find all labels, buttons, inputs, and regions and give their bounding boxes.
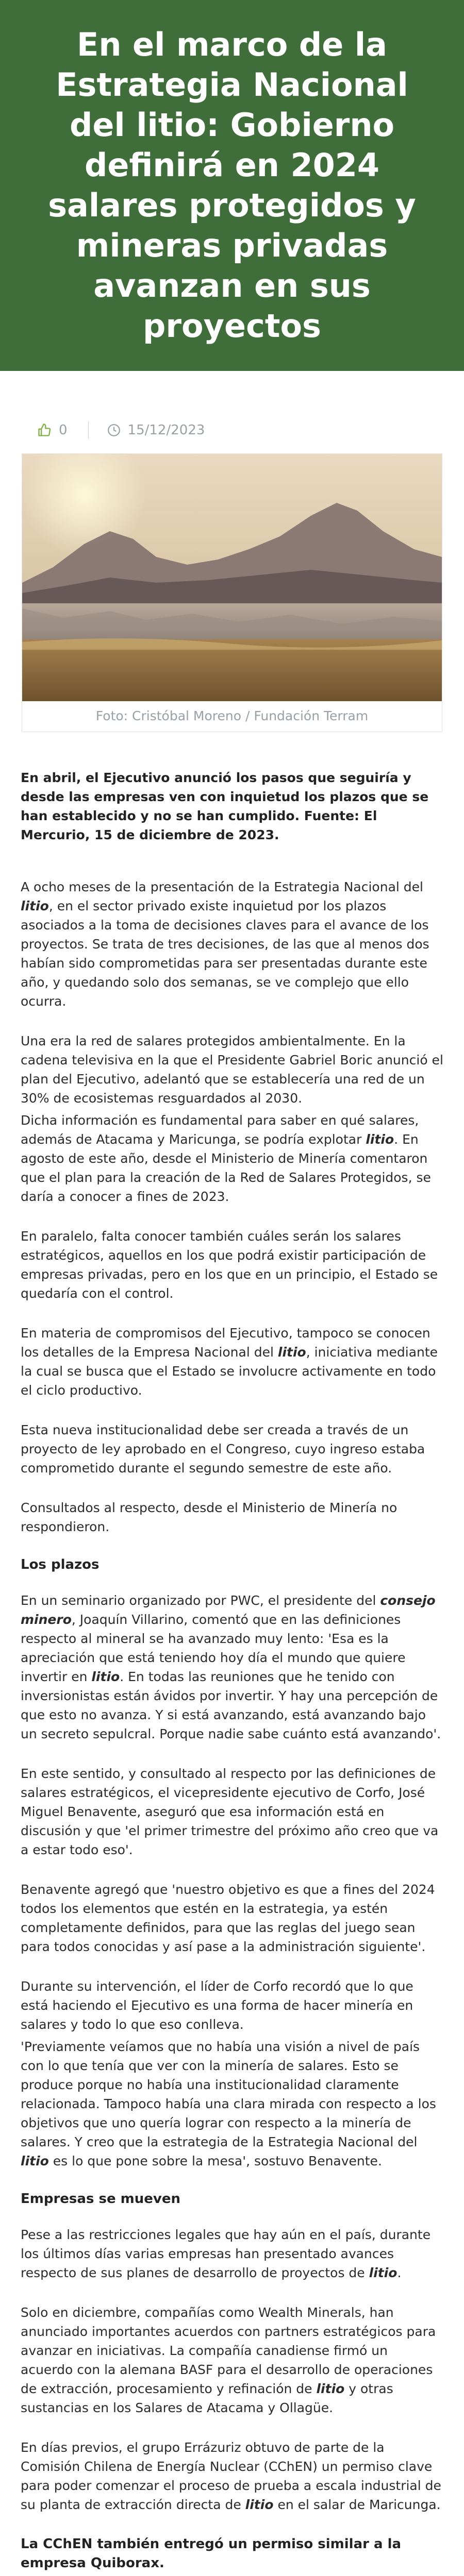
thumbs-up-icon[interactable] — [37, 423, 52, 437]
article-lead: En abril, el Ejecutivo anunció los pasos que seguiría y desde las empresas ven con inquietud los plazos que se han establecido y no se han cumplido. Fuente: El Mercurio, 15 de diciembre de 2023. — [21, 770, 429, 842]
paragraph: 'Previamente veíamos que no había una visión a nivel de país con lo que tenía que ver con la minería de salares. Esto se produce porque no había una institucionalidad claramente relacionada. Tampoco había una clara mirada con respecto a los objetivos que uno quería lograr con respecto a la minería de salares. Y creo que la estrategia de la Estrategia Nacional del litio es lo que pone sobre la mesa', sostuvo Benavente. — [21, 2039, 436, 2168]
paragraph: Dicha información es fundamental para saber en qué salares, además de Atacama y Maricunga, se podría explotar litio. En agosto de este año, desde el Ministerio de Minería comentaron que el plan para la creación de la Red de Salares Protegidos, se daría a conocer a fines de 2023. — [21, 1113, 431, 1204]
paragraph: Pese a las restricciones legales que hay aún en el país, durante los últimos días varias empresas han presentado avances respecto de sus planes de desarrollo de proyectos de litio. — [21, 2227, 431, 2280]
paragraph: Consultados al respecto, desde el Ministerio de Minería no respondieron. — [21, 1500, 397, 1534]
meta-divider — [88, 421, 89, 439]
article-body — [0, 732, 464, 2576]
paragraph: A ocho meses de la presentación de la Estrategia Nacional del litio, en el sector privado existe inquietud por los plazos asociados a la toma de decisiones claves para el avance de los proyectos. Se trata de tres decisiones, de las que al menos dos habían sido comprometidas para ser presentadas durante este año, y quedando solo dos semanas, se ve complejo que ello ocurra. — [21, 879, 429, 1009]
paragraph: Durante su intervención, el líder de Corfo recordó que lo que está haciendo el Ejecutivo es una forma de hacer minería en salares y todo lo que eso conlleva. — [21, 1979, 413, 2032]
paragraph: Solo en diciembre, compañías como Wealth Minerals, han anunciado importantes acuerdos con partners estratégicos para avanzar en iniciativas. La compañía canadiense firmó un acuerdo con la alemana BASF para el desarrollo de operaciones de extracción, procesamiento y refinación de litio y otras sustancias en los Salares de Atacama y Ollagüe. — [21, 2305, 436, 2415]
highlight-term: litio — [245, 2497, 274, 2512]
paragraph: Una era la red de salares protegidos ambientalmente. En la cadena televisiva en la que el Presidente Gabriel Boric anunció el plan del Ejecutivo, adelantó que se establecería una red de un 30% de ecosistemas resguardados al 2030. — [21, 1033, 443, 1106]
highlight-term: consejo minero — [21, 1593, 436, 1627]
paragraph: Benavente agregó que 'nuestro objetivo es que a fines del 2024 todos los elementos que estén en la estrategia, ya estén completamente definidos, para que las reglas del juego sean para todos conocidas y así pase a la administración siguiente'. — [21, 1882, 435, 1954]
highlight-term: litio — [369, 2265, 397, 2280]
article-photo — [22, 454, 442, 701]
photo-caption: Foto: Cristóbal Moreno / Fundación Terram — [95, 708, 369, 723]
date-text: 15/12/2023 — [127, 422, 205, 438]
highlight-term: litio — [91, 1669, 120, 1684]
article-title: En el marco de la Estrategia Nacional del litio: Gobierno definirá en 2024 salares protegidos y mineras privadas avanzan en sus proyectos — [48, 26, 416, 345]
paragraph: En materia de compromisos del Ejecutivo, tampoco se conocen los detalles de la Empresa Nacional del litio, iniciativa mediante la cual se busca que el Estado se involucre activamente en todo el ciclo productivo. — [21, 1326, 438, 1398]
paragraph: En un seminario organizado por PWC, el presidente del consejo minero, Joaquín Villarino, comentó que en las definiciones respecto al mineral se ha avanzado muy lento: 'Esa es la apreciación que está teniendo hoy día el mundo que quiere invertir en litio. En todas las reuniones que he tenido con inversionistas están ávidos por invertir. Y hay una percepción de que esto no avanza. Y si está avanzando, está avanzando bajo un secreto sepulcral. Porque nadie sabe cuánto está avanzando'. — [21, 1593, 441, 1741]
publish-date — [107, 422, 205, 438]
highlight-term: litio — [366, 1132, 394, 1147]
section-heading-plazos: Los plazos — [21, 1557, 100, 1572]
clock-icon — [107, 423, 121, 437]
article-meta — [0, 371, 464, 453]
highlight-term: litio — [316, 2381, 345, 2396]
highlight-term: litio — [21, 899, 49, 913]
highlight-term: litio — [21, 2154, 49, 2168]
section-heading-empresas: Empresas se mueven — [21, 2191, 180, 2207]
paragraph: En días previos, el grupo Errázuriz obtuvo de parte de la Comisión Chilena de Energía Nuclear (CChEN) un permiso clave para poder comenzar el proceso de prueba a escala industrial de su planta de extracción directa de litio en el salar de Maricunga. — [21, 2440, 441, 2512]
paragraph: Esta nueva institucionalidad debe ser creada a través de un proyecto de ley aprobado en el Congreso, cuyo ingreso estaba comprometido durante el segundo semestre de este año. — [21, 1422, 425, 1476]
like-button[interactable] — [37, 422, 68, 438]
section-heading-cchen: La CChEN también entregó un permiso similar a la empresa Quiborax. — [21, 2536, 402, 2571]
article-header — [0, 0, 464, 371]
article-figure — [22, 453, 442, 732]
paragraph: En este sentido, y consultado al respecto por las definiciones de salares estratégicos, el vicepresidente ejecutivo de Corfo, José Miguel Benavente, aseguró que esa información está en discusión y que 'el primer trimestre del próximo año creo que va a estar todo eso'. — [21, 1766, 439, 1857]
paragraph: En paralelo, falta conocer también cuáles serán los salares estratégicos, aquellos en los que podrá existir participación de empresas privadas, pero en los que en un principio, el Estado se quedaría con el control. — [21, 1229, 438, 1301]
highlight-term: litio — [277, 1345, 306, 1360]
like-count: 0 — [59, 422, 68, 438]
